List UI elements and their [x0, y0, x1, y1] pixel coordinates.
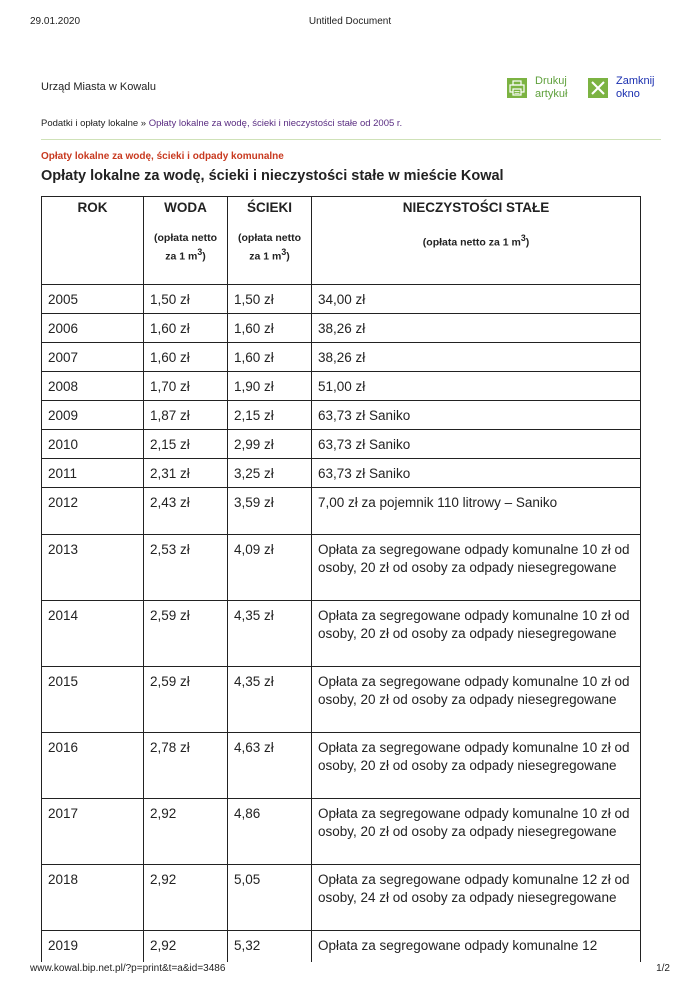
document-title: Untitled Document: [308, 16, 392, 27]
cell-nieczystosci: Opłata za segregowane odpady komunalne 12: [312, 931, 641, 962]
cell-scieki: 1,60 zł: [228, 343, 312, 372]
breadcrumb-parent-link[interactable]: Podatki i opłaty lokalne: [41, 118, 139, 129]
cell-nieczystosci: 63,73 zł Saniko: [312, 430, 641, 459]
page-title: Opłaty lokalne za wodę, ścieki i nieczystości stałe w mieście Kowal: [41, 168, 504, 184]
fees-table: [41, 196, 641, 962]
cell-nieczystosci: 38,26 zł: [312, 314, 641, 343]
cell-woda: 2,43 zł: [144, 488, 228, 535]
cell-nieczystosci: Opłata za segregowane odpady komunalne 12 zł od osoby, 24 zł od osoby za odpady niesegregowane: [312, 865, 641, 931]
cell-woda: 1,70 zł: [144, 372, 228, 401]
cell-nieczystosci: 51,00 zł: [312, 372, 641, 401]
header-scieki: ŚCIEKI (opłata netto za 1 $m^3$): [228, 197, 312, 285]
header-woda: WODA (opłata netto za 1 $m^3$): [144, 197, 228, 285]
table-row: [42, 372, 641, 401]
table-row: [42, 733, 641, 799]
cell-nieczystosci: Opłata za segregowane odpady komunalne 10 zł od osoby, 20 zł od osoby za odpady niesegregowane: [312, 799, 641, 865]
table-row: [42, 285, 641, 314]
print-header: [30, 16, 670, 30]
cell-scieki: 2,99 zł: [228, 430, 312, 459]
cell-nieczystosci: Opłata za segregowane odpady komunalne 10 zł od osoby, 20 zł od osoby za odpady niesegregowane: [312, 667, 641, 733]
cell-year: 2018: [42, 865, 144, 931]
table-row: [42, 401, 641, 430]
cell-year: 2014: [42, 601, 144, 667]
table-row: [42, 459, 641, 488]
cell-woda: 2,53 zł: [144, 535, 228, 601]
cell-year: 2007: [42, 343, 144, 372]
cell-nieczystosci: 63,73 zł Saniko: [312, 459, 641, 488]
cell-scieki: 4,35 zł: [228, 667, 312, 733]
cell-nieczystosci: Opłata za segregowane odpady komunalne 10 zł od osoby, 20 zł od osoby za odpady niesegregowane: [312, 535, 641, 601]
cell-scieki: 5,05: [228, 865, 312, 931]
cell-nieczystosci: 63,73 zł Saniko: [312, 401, 641, 430]
header-divider: [41, 139, 661, 140]
header-nieczystosci: NIECZYSTOŚCI STAŁE (opłata netto za 1 $m^3$): [312, 197, 641, 285]
table-row: [42, 667, 641, 733]
cell-year: 2006: [42, 314, 144, 343]
table-row: [42, 799, 641, 865]
header-rok: ROK: [42, 197, 144, 285]
cell-woda: 2,59 zł: [144, 601, 228, 667]
close-window-label: Zamknij okno: [616, 75, 655, 100]
table-header-row: [42, 197, 641, 285]
cell-year: 2009: [42, 401, 144, 430]
cell-woda: 2,31 zł: [144, 459, 228, 488]
cell-woda: 1,60 zł: [144, 314, 228, 343]
cell-scieki: 3,59 zł: [228, 488, 312, 535]
category-label: Opłaty lokalne za wodę, ścieki i odpady komunalne: [41, 151, 284, 162]
cell-woda: 2,15 zł: [144, 430, 228, 459]
cell-scieki: 1,50 zł: [228, 285, 312, 314]
cell-scieki: 4,35 zł: [228, 601, 312, 667]
cell-nieczystosci: 38,26 zł: [312, 343, 641, 372]
print-article-button[interactable]: [507, 75, 573, 101]
table-row: [42, 535, 641, 601]
cell-year: 2008: [42, 372, 144, 401]
cell-woda: 1,60 zł: [144, 343, 228, 372]
printer-icon: [507, 78, 527, 98]
cell-year: 2013: [42, 535, 144, 601]
cell-woda: 1,50 zł: [144, 285, 228, 314]
cell-scieki: 1,60 zł: [228, 314, 312, 343]
cell-woda: 2,78 zł: [144, 733, 228, 799]
cell-nieczystosci: 34,00 zł: [312, 285, 641, 314]
cell-scieki: 1,90 zł: [228, 372, 312, 401]
cell-scieki: 2,15 zł: [228, 401, 312, 430]
print-date: 29.01.2020: [30, 16, 81, 27]
cell-year: 2012: [42, 488, 144, 535]
print-article-label: Drukuj artykuł: [535, 75, 568, 100]
cell-year: 2017: [42, 799, 144, 865]
breadcrumb-separator: »: [138, 118, 149, 129]
cell-scieki: 4,86: [228, 799, 312, 865]
breadcrumb-current: Opłaty lokalne za wodę, ścieki i nieczystości stałe od 2005 r.: [148, 118, 403, 129]
table-row: [42, 314, 641, 343]
table-row: [42, 343, 641, 372]
page-number: 1/2: [656, 963, 670, 974]
cell-woda: 2,92: [144, 931, 228, 962]
table-row: [42, 430, 641, 459]
close-icon: [588, 78, 608, 98]
table-row: [42, 931, 641, 962]
cell-nieczystosci: Opłata za segregowane odpady komunalne 10 zł od osoby, 20 zł od osoby za odpady niesegregowane: [312, 601, 641, 667]
cell-scieki: 5,32: [228, 931, 312, 962]
close-window-button[interactable]: [588, 75, 656, 101]
cell-year: 2011: [42, 459, 144, 488]
cell-scieki: 4,63 zł: [228, 733, 312, 799]
table-row: [42, 601, 641, 667]
cell-year: 2019: [42, 931, 144, 962]
cell-nieczystosci: Opłata za segregowane odpady komunalne 10 zł od osoby, 20 zł od osoby za odpady niesegregowane: [312, 733, 641, 799]
cell-year: 2016: [42, 733, 144, 799]
cell-nieczystosci: 7,00 zł za pojemnik 110 litrowy – Saniko: [312, 488, 641, 535]
cell-scieki: 4,09 zł: [228, 535, 312, 601]
breadcrumb: [41, 118, 402, 129]
cell-woda: 2,92: [144, 799, 228, 865]
cell-woda: 2,92: [144, 865, 228, 931]
cell-year: 2010: [42, 430, 144, 459]
cell-year: 2005: [42, 285, 144, 314]
cell-year: 2015: [42, 667, 144, 733]
cell-woda: 1,87 zł: [144, 401, 228, 430]
cell-scieki: 3,25 zł: [228, 459, 312, 488]
site-name: Urząd Miasta w Kowalu: [41, 81, 156, 93]
cell-woda: 2,59 zł: [144, 667, 228, 733]
page-url: www.kowal.bip.net.pl/?p=print&t=a&id=3486: [30, 963, 226, 974]
table-row: [42, 865, 641, 931]
table-row: [42, 488, 641, 535]
